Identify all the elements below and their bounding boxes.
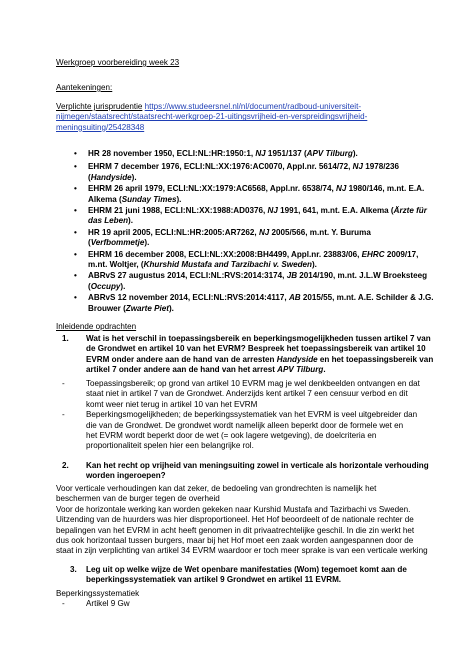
case-text: m.nt. Woltjer, (	[88, 260, 144, 270]
case-ref-italic: AB	[288, 293, 301, 303]
case-text: 2014/190, m.nt. J.L.W Broeksteeg	[297, 271, 428, 281]
case-item	[74, 149, 434, 159]
case-text: ).	[128, 216, 133, 226]
answer-line: komt weer niet terug in artikel 10 van het EVRM	[86, 399, 258, 409]
dash-icon: -	[62, 379, 65, 388]
bullet-icon: •	[74, 227, 77, 237]
case-ref-italic: Khurshid Mustafa and Tarzibachi v. Sweden	[143, 260, 312, 270]
document-title: Werkgroep voorbereiding week 23	[56, 58, 180, 67]
case-line	[88, 149, 434, 159]
question-line: worden ingeroepen?	[86, 471, 166, 481]
case-text: 1951/137 (	[265, 149, 307, 158]
dash-icon: -	[62, 410, 65, 420]
case-text: Brouwer (	[88, 303, 126, 313]
question-text: de Grondwet en artikel 10 van het EVRM? Bespreek het toepassingsbereik van artikel 10	[86, 344, 426, 354]
case-ref-italic: NJ	[267, 206, 278, 216]
answer-line: bepalingen van het EVRM in acht heeft genomen in dit privaatrechtelijke geschil. In die zin werkt het	[56, 525, 415, 535]
case-ref-italic: JB	[286, 271, 298, 281]
case-ref-italic: Ärzte für	[393, 206, 427, 216]
case-text: ).	[144, 238, 150, 248]
case-item	[74, 250, 434, 271]
answer-line: beschermen van de burger tegen de overheid	[56, 494, 220, 504]
question-2	[56, 461, 458, 482]
case-line	[88, 304, 434, 314]
case-text: EHRM 26 april 1979, ECLI:NL:XX:1979:AC6568, Appl.nr. 6538/74,	[88, 184, 337, 194]
case-line	[88, 206, 434, 216]
required-jurisprudence	[56, 102, 428, 133]
case-ref-italic: NJ	[352, 162, 364, 172]
case-line	[88, 250, 434, 260]
case-text: ).	[131, 172, 137, 182]
case-text: ABRvS 12 november 2014, ECLI:NL:RVS:2014:4117,	[88, 293, 289, 303]
answer-line: dus ook horizontaal tussen burgers, maar bij het Hof moet een zaak worden aangespannen door de	[56, 536, 414, 546]
case-ref-italic: das Leben	[88, 216, 129, 226]
answer-line: staat niet in artikel 7 van de Grondwet. Anderzijds kent artikel 7 een censuur verbod en dit	[86, 389, 408, 399]
case-line	[88, 173, 434, 183]
case-ref-italic: Sunday Times	[121, 194, 177, 204]
answer-line: staat in zijn verplichting van artikel 34 EVRM waardoor er toch meer sprake is van een verticale werking	[56, 546, 428, 556]
question-text: EVRM onder andere aan de hand van de arresten	[86, 354, 277, 364]
case-text: ).	[352, 149, 358, 158]
case-line	[88, 184, 434, 194]
answer-3-heading: Beperkingssystematiek	[56, 589, 140, 598]
case-text: ).	[168, 303, 174, 313]
case-item	[74, 228, 434, 249]
jurisprudence-link-cont[interactable]: nijmegen/staatsrecht/staatsrecht-werkgroep-21-uitingsvrijheid-en-verspreidingsvrijheid-	[56, 112, 368, 122]
question-1	[56, 334, 458, 376]
case-text: Alkema (	[88, 194, 122, 204]
case-text: ).	[120, 281, 126, 291]
bullet-icon: •	[74, 206, 77, 216]
question-text: Wat is het verschil in toepassingsbereik en beperkingsmogelijkheden tussen artikel 7 van	[86, 334, 431, 343]
question-number: 3.	[70, 565, 77, 574]
case-ref-italic: EHRC	[361, 249, 385, 259]
question-ref-italic: APV Tilburg	[277, 365, 324, 375]
case-item	[74, 162, 434, 183]
case-line	[88, 195, 434, 205]
answer-item	[56, 599, 428, 609]
case-ref-italic: NJ	[258, 227, 270, 237]
answer-item	[56, 410, 428, 452]
case-ref-italic: Occupy	[90, 281, 121, 291]
bullet-icon: •	[74, 271, 77, 281]
question-text: artikel 7 onder andere aan de hand van het arrest	[86, 365, 278, 375]
case-ref-italic: NJ	[336, 184, 347, 194]
question-line: Leg uit op welke wijze de Wet openbare manifestaties (Wom) tegemoet komt aan de	[86, 565, 407, 574]
case-item	[74, 184, 434, 205]
answer-line: Toepassingsbereik; op grond van artikel 10 EVRM mag je wel denkbeelden ontvangen en dat	[86, 379, 420, 388]
answer-line: Beperkingsmogelijkheden; de beperkingssystematiek van het EVRM is veel uitgebreider dan	[86, 410, 418, 420]
bullet-icon: •	[74, 184, 77, 194]
case-text: 2015/55, m.nt. A.E. Schilder & J.G.	[300, 293, 434, 303]
question-line: Kan het recht op vrijheid van meningsuiting zowel in verticale als horizontale verhouding	[86, 461, 429, 470]
case-line	[88, 216, 434, 226]
answer-3	[56, 589, 428, 610]
bullet-icon: •	[74, 249, 77, 259]
case-text: EHRM 7 december 1976, ECLI:NL:XX:1976:AC0070, Appl.nr. 5614/72,	[88, 162, 353, 172]
case-line	[88, 260, 434, 270]
case-ref-italic: APV Tilburg	[306, 149, 353, 158]
case-text: EHRM 16 december 2008, ECLI:NL:XX:2008:BH4499, Appl.nr. 23883/06,	[88, 249, 362, 259]
question-line	[86, 334, 458, 344]
case-text: ABRvS 27 augustus 2014, ECLI:NL:RVS:2014:3174,	[88, 271, 287, 281]
case-item	[74, 271, 434, 292]
question-text: .	[323, 365, 326, 375]
case-line	[88, 271, 434, 281]
case-line	[88, 282, 434, 292]
intro-heading: Inleidende opdrachten	[56, 322, 137, 331]
answer-item	[56, 379, 428, 410]
question-line: beperkingssystematiek van artikel 9 Grondwet en artikel 11 EVRM.	[86, 575, 342, 585]
case-ref-italic: NJ	[255, 149, 266, 158]
case-item	[74, 206, 434, 227]
question-line	[86, 355, 458, 365]
question-number: 1.	[62, 334, 69, 343]
answer-line: Uitzending van de huurders was hier disproportioneel. Het Hof beoordeelt of de nationale rechter de	[56, 515, 414, 525]
case-line	[88, 162, 434, 172]
notes-heading: Aantekeningen:	[56, 83, 113, 92]
answer-line: Voor verticale verhoudingen kan dat zeker, de bedoeling van grondrechten is namelijk het	[56, 484, 377, 493]
case-list	[74, 149, 434, 315]
case-text: (	[88, 172, 91, 182]
bullet-icon: •	[74, 293, 77, 303]
answer-1-list	[56, 379, 428, 452]
question-ref-italic: Handyside	[276, 354, 318, 364]
answer-line: het EVRM wordt beperkt door de wet (= ook lagere wetgeving), de doelcriteria en	[86, 431, 377, 441]
case-text: (	[88, 281, 91, 291]
case-ref-italic: Verfbommetje	[90, 238, 145, 248]
case-line	[88, 228, 434, 249]
case-line	[88, 293, 434, 303]
case-text: EHRM 21 juni 1988, ECLI:NL:XX:1988:AD0376,	[88, 206, 268, 216]
case-text: 1978/236	[363, 162, 400, 172]
question-number: 2.	[62, 461, 69, 470]
case-text: 1980/146, m.nt. E.A.	[346, 184, 425, 194]
answer-line: die van de Grondwet. De grondwet wordt namelijk alleen beperkt door de formele wet en	[86, 420, 404, 430]
jurisprudence-link[interactable]: https://www.studeersnel.nl/nl/document/radboud-universiteit-	[144, 102, 362, 111]
case-text: ).	[311, 260, 317, 270]
required-label: Verplichte jurisprudentie	[56, 102, 143, 111]
question-text: en het toepassingsbereik van	[317, 354, 434, 364]
answer-line: proportionaliteit spelen hier een belangrijke rol.	[86, 441, 254, 451]
question-line	[86, 344, 458, 354]
case-text: 2005/566, m.nt. Y. Buruma (	[88, 227, 371, 248]
answer-2	[56, 484, 428, 557]
dash-icon: -	[62, 599, 65, 609]
case-item	[74, 293, 434, 314]
case-text: HR 28 november 1950, ECLI:NL:HR:1950:1,	[88, 149, 256, 158]
question-3	[56, 565, 458, 586]
bullet-icon: •	[74, 162, 77, 172]
bullet-icon: •	[74, 149, 77, 158]
case-text: HR 19 april 2005, ECLI:NL:HR:2005:AR7262,	[88, 227, 259, 237]
answer-3-list	[56, 599, 428, 609]
answer-line: Artikel 9 Gw	[86, 599, 130, 609]
case-text: ).	[176, 194, 182, 204]
jurisprudence-link-end[interactable]: meningsuiting/25428348	[56, 122, 145, 132]
case-ref-italic: Handyside	[90, 172, 132, 182]
question-line	[86, 365, 458, 375]
answer-line: Voor de horizontale werking kan worden gekeken naar Kurshid Mustafa and Tazirbachi vs Sweden.	[56, 504, 411, 514]
case-ref-italic: Zwarte Piet	[125, 303, 169, 313]
case-text: 2009/17,	[384, 249, 419, 259]
case-text: 1991, 641, m.nt. E.A. Alkema (	[277, 206, 394, 216]
